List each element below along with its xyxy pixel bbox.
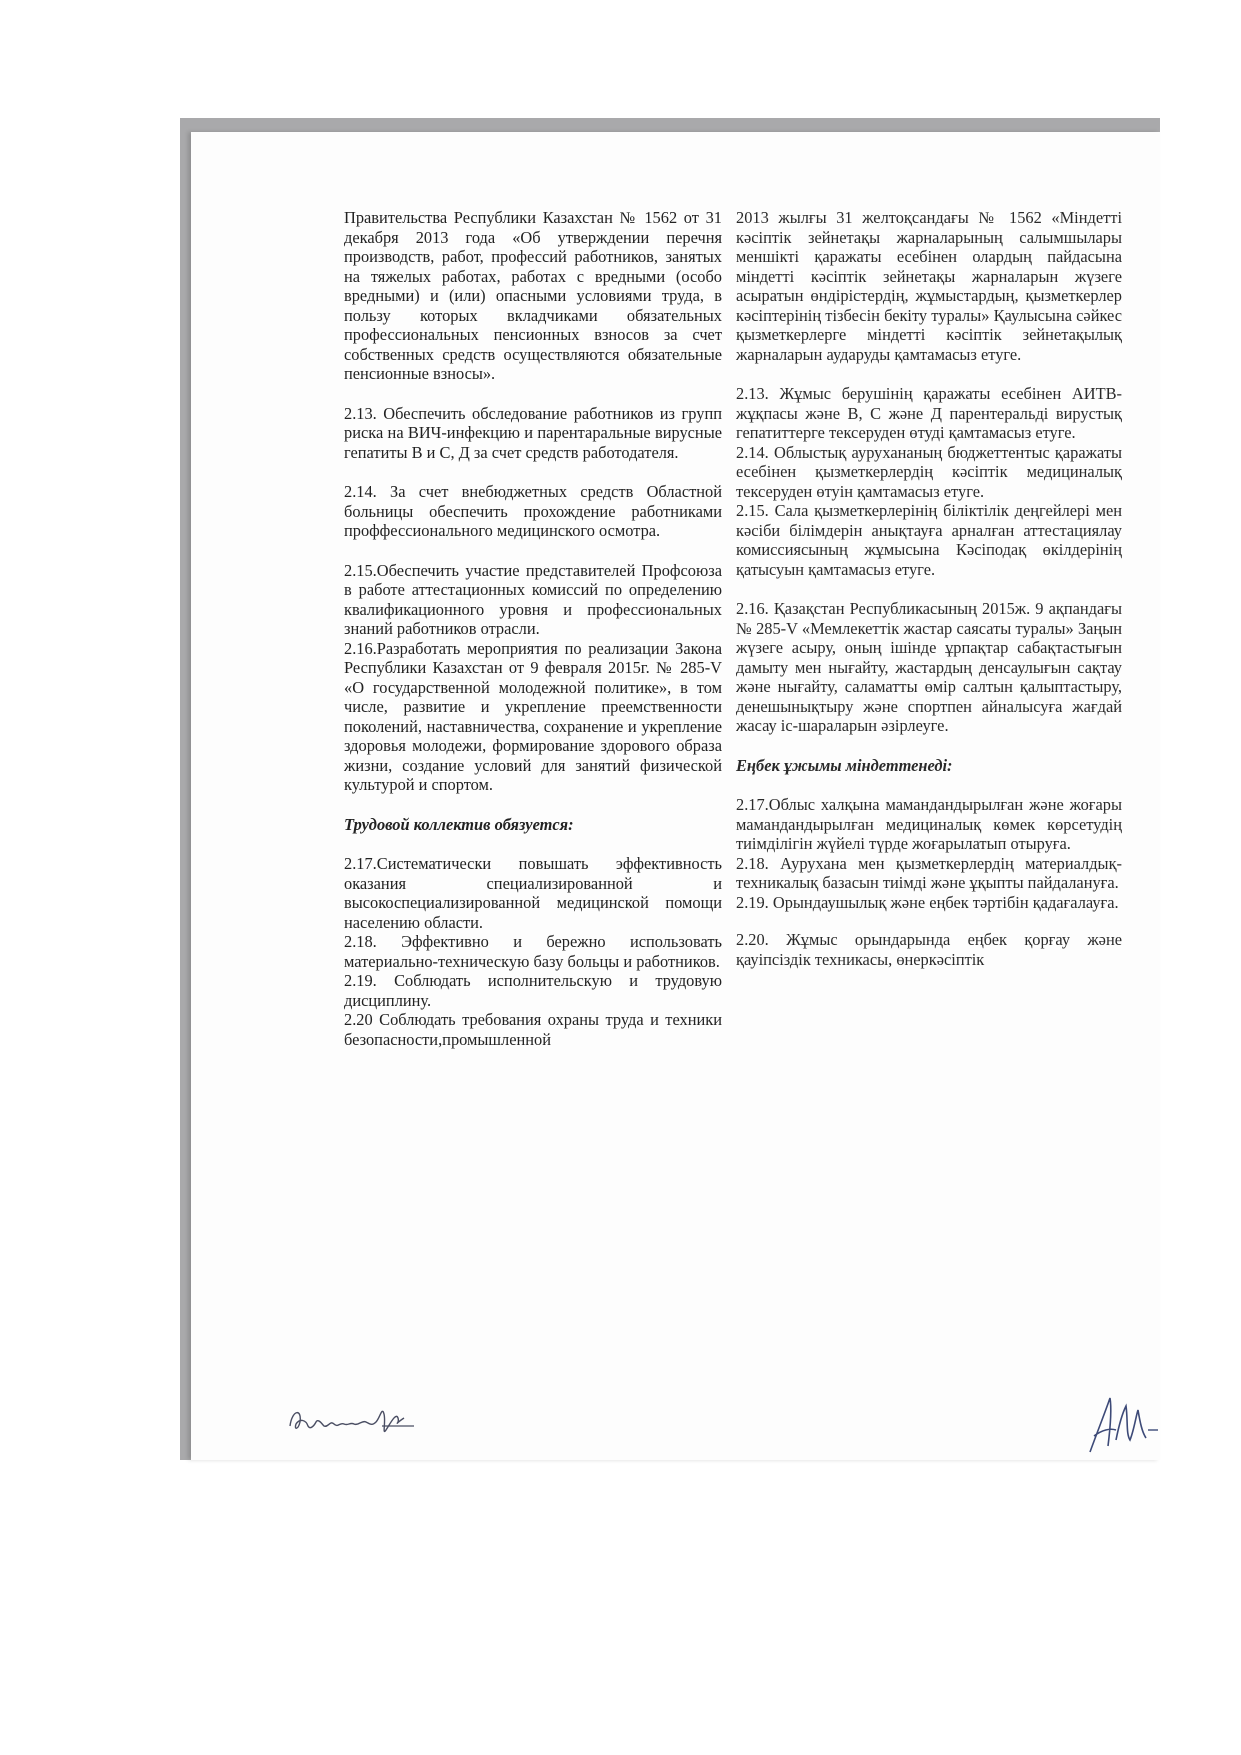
signature-left (286, 1396, 416, 1440)
paragraph-intro: 2013 жылғы 31 желтоқсандағы № 1562 «Міндетті кәсіптік зейнетақы жарналарының салымшылары меншікті қаражаты есебінен олардың пайдасына міндетті кәсіптік зейнетақы жарналарын жүзеге асыратын өндірістердің, жұмыстардың, қызметкерлер кәсіптерінің тізбесін бекіту туралы» Қаулысына сәйкес қызметкерлерге міндетті кәсіптік зейнетақылық жарналарын аударуды қамтамасыз етуге. (736, 208, 1122, 364)
paragraph-2-20: 2.20. Жұмыс орындарында еңбек қорғау және қауіпсіздік техникасы, өнеркәсіптік (736, 930, 1122, 969)
paragraph-2-20: 2.20 Соблюдать требования охраны труда и техники безопасности,промышленной (344, 1010, 722, 1049)
paragraph-2-14: 2.14. Облыстық аурухананың бюджеттентыс қаражаты есебінен қызметкерлердің кәсіптік медициналық тексеруден өтуін қамтамасыз етуге. (736, 442, 1122, 501)
signature-right (1080, 1380, 1160, 1460)
paragraph-2-19: 2.19. Орындаушылық және еңбек тәртібін қадағалауға. (736, 892, 1119, 912)
section-heading: Еңбек ұжымы міндеттенеді: (736, 755, 953, 775)
paragraph-2-15: 2.15. Сала қызметкерлерінің біліктілік деңгейлері мен кәсіби білімдерін анықтауға арналған аттестациялау комиссиясының жұмысына Кәсіподақ өкілдерінің қатысуын қамтамасыз етуге. (736, 501, 1122, 579)
paragraph-2-16: 2.16. Қазақстан Республикасының 2015ж. 9 ақпандағы № 285-V «Мемлекеттік жастар саясаты туралы» Заңын жүзеге асыру, оның ішінде ұрпақтар сабақтастығын дамыту мен нығайту, жастардың денсаулығын сақтау және нығайту, саламатты өмір салтын қалыптастыру, денешынықтыру және спортпен айналысуға жағдай жасау іс-шараларын әзірлеуге. (736, 599, 1122, 735)
paragraph-2-13: 2.13. Обеспечить обследование работников из групп риска на ВИЧ-инфекцию и парентаральные вирусные гепатиты В и С, Д за счет средств работодателя. (344, 403, 722, 462)
paragraph-2-17: 2.17.Облыс халқына мамандандырылған және жоғары мамандандырылған медициналық көмек көрсетудің тиімділігін жүйелі түрде жоғарылатып отыруға. (736, 795, 1122, 853)
russian-column (344, 208, 722, 1049)
paragraph-2-15: 2.15.Обеспечить участие представителей Профсоюза в работе аттестационных комиссий по определению квалификационного уровня и профессиональных знаний работников отрасли. (344, 560, 722, 638)
paragraph-2-17: 2.17.Систематически повышать эффективность оказания специализированной и высокоспециализированной медицинской помощи населению области. (344, 854, 722, 932)
paragraph-2-16: 2.16.Разработать мероприятия по реализации Закона Республики Казахстан от 9 февраля 2015г. № 285-V «О государственной молодежной политике», в том числе, развитие и укрепление преемственности поколений, наставничества, сохранение и укрепление здоровья молодежи, формирование здорового образа жизни, создание условий для занятий физической культурой и спортом. (344, 638, 722, 794)
paragraph-intro: Правительства Республики Казахстан № 1562 от 31 декабря 2013 года «Об утверждении перечня производств, работ, профессий работников, занятых на тяжелых работах, работах с вредными (особо вредными) и (или) опасными условиями труда, в пользу которых вкладчиками обязательных профессиональных пенсионных взносов за счет собственных средств осуществляются обязательные пенсионные взносы». (344, 208, 722, 383)
paragraph-2-14: 2.14. За счет внебюджетных средств Областной больницы обеспечить прохождение работниками проффессионального медицинского осмотра. (344, 482, 722, 540)
kazakh-column (736, 208, 1122, 969)
paragraph-2-19: 2.19. Соблюдать исполнительскую и трудовую дисциплину. (344, 971, 722, 1010)
paragraph-2-18: 2.18. Аурухана мен қызметкерлердің материалдық-техникалық базасын тиімді және ұқыпты пайдалануға. (736, 853, 1122, 892)
paragraph-2-13: 2.13. Жұмыс берушінің қаражаты есебінен АИТВ- жұқпасы және В, С және Д парентеральді вирустық гепатиттерге тексеруден өтуді қамтамасыз етуге. (736, 384, 1122, 442)
paragraph-2-18: 2.18. Эффективно и бережно использовать материально-техническую базу больцы и работников. (344, 932, 722, 971)
section-heading: Трудовой коллектив обязуется: (344, 814, 574, 834)
